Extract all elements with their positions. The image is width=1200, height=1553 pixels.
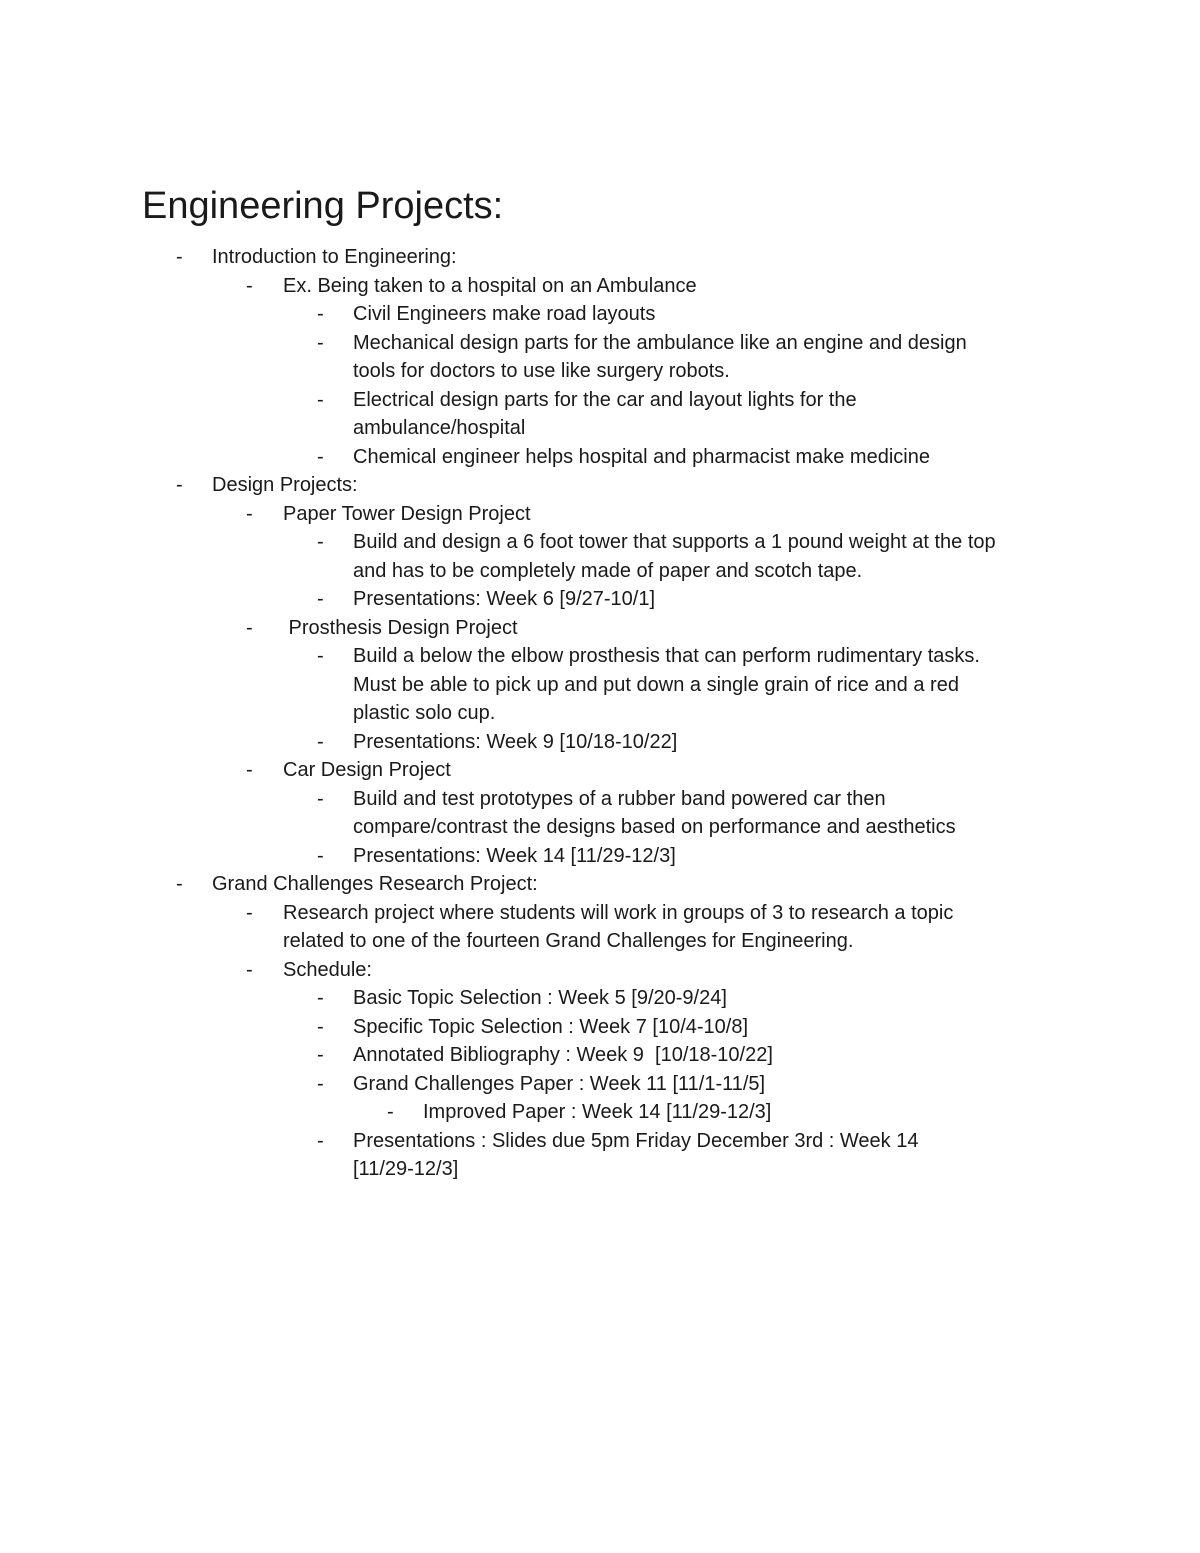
list-item-text: Mechanical design parts for the ambulance like an engine and design: [353, 331, 967, 354]
list-item-text: Car Design Project: [283, 759, 451, 781]
list-item: [0, 614, 1200, 643]
list-item-text: Introduction to Engineering:: [212, 246, 457, 268]
list-item: [0, 585, 1200, 614]
list-item: [0, 443, 1200, 472]
list-item-text: Basic Topic Selection : Week 5 [9/20-9/24]: [353, 987, 727, 1009]
bullet-dash: -: [317, 844, 324, 867]
bullet-dash: -: [317, 331, 324, 354]
bullet-dash: -: [317, 388, 324, 411]
bullet-dash: -: [176, 474, 183, 496]
list-item-text: Must be able to pick up and put down a single grain of rice and a red: [353, 673, 959, 696]
bullet-dash: -: [317, 1129, 324, 1152]
list-item: [0, 1127, 1200, 1184]
list-item: [0, 842, 1200, 871]
bullet-dash: -: [176, 873, 183, 895]
list-item: [0, 329, 1200, 386]
list-item-text: compare/contrast the designs based on performance and aesthetics: [353, 816, 956, 838]
list-item: [0, 642, 1200, 728]
list-item-text: Presentations : Slides due 5pm Friday December 3rd : Week 14: [353, 1129, 919, 1152]
bullet-dash: -: [246, 274, 253, 297]
bullet-dash: -: [317, 645, 324, 667]
bullet-dash: -: [317, 787, 324, 810]
list-item-text: Specific Topic Selection : Week 7 [10/4-10/8]: [353, 1015, 749, 1038]
list-item: [0, 500, 1200, 529]
bullet-dash: -: [317, 987, 324, 1009]
list-item-text: Civil Engineers make road layouts: [353, 303, 656, 325]
list-item: [0, 386, 1200, 443]
bullet-dash: -: [176, 246, 183, 268]
bullet-dash: -: [246, 958, 253, 981]
list-item-text: Presentations: Week 9 [10/18-10/22]: [353, 730, 678, 753]
list-item: [0, 1098, 1200, 1127]
list-item-text: related to one of the fourteen Grand Challenges for Engineering.: [283, 930, 854, 952]
bullet-dash: -: [317, 531, 324, 553]
bullet-dash: -: [317, 730, 324, 753]
list-item: [0, 870, 1200, 899]
list-item-text: plastic solo cup.: [353, 702, 496, 724]
list-item-text: Annotated Bibliography : Week 9 [10/18-10/22]: [353, 1044, 773, 1066]
list-item: [0, 272, 1200, 301]
list-item-text: Schedule:: [283, 958, 372, 981]
list-item: [0, 300, 1200, 329]
list-item-text: Improved Paper : Week 14 [11/29-12/3]: [423, 1101, 772, 1123]
list-item: [0, 956, 1200, 985]
bullet-dash: -: [246, 502, 253, 525]
list-item-text: Presentations: Week 6 [9/27-10/1]: [353, 588, 656, 610]
list-item-text: Ex. Being taken to a hospital on an Ambulance: [283, 274, 697, 297]
list-item-text: Electrical design parts for the car and layout lights for the: [353, 388, 857, 411]
list-item-text: ambulance/hospital: [353, 417, 526, 439]
list-item-text: Build a below the elbow prosthesis that can perform rudimentary tasks.: [353, 645, 980, 667]
bullet-dash: -: [317, 445, 324, 468]
list-item-text: Prosthesis Design Project: [283, 616, 518, 639]
bullet-dash: -: [246, 616, 253, 639]
list-item-text: Research project where students will work in groups of 3 to research a topic: [283, 901, 954, 924]
list-item-text: tools for doctors to use like surgery robots.: [353, 360, 730, 382]
list-item-text: Build and test prototypes of a rubber band powered car then: [353, 787, 886, 810]
bullet-dash: -: [317, 1072, 324, 1095]
list-item-text: Build and design a 6 foot tower that supports a 1 pound weight at the top: [353, 531, 996, 553]
list-item: [0, 1041, 1200, 1070]
list-item: [0, 528, 1200, 585]
bullet-dash: -: [317, 588, 324, 610]
list-item: [0, 1070, 1200, 1099]
list-item-text: Grand Challenges Research Project:: [212, 873, 538, 895]
bullet-dash: -: [317, 1015, 324, 1038]
list-item-text: Chemical engineer helps hospital and pharmacist make medicine: [353, 445, 930, 468]
bullet-dash: -: [246, 901, 253, 924]
list-item: [0, 756, 1200, 785]
list-item-text: [11/29-12/3]: [353, 1158, 459, 1180]
list-item-text: Paper Tower Design Project: [283, 502, 531, 525]
bullet-dash: -: [317, 1044, 324, 1066]
list-item: [0, 785, 1200, 842]
list-item: [0, 984, 1200, 1013]
list-item: [0, 728, 1200, 757]
list-item: [0, 471, 1200, 500]
bullet-dash: -: [387, 1101, 394, 1123]
bullet-dash: -: [317, 303, 324, 325]
list-item: [0, 1013, 1200, 1042]
list-item: [0, 899, 1200, 956]
list-item: [0, 243, 1200, 272]
list-item-text: Grand Challenges Paper : Week 11 [11/1-11/5]: [353, 1072, 766, 1095]
list-item-text: Presentations: Week 14 [11/29-12/3]: [353, 844, 676, 867]
list-item-text: Design Projects:: [212, 474, 358, 496]
bullet-dash: -: [246, 759, 253, 781]
list-item-text: and has to be completely made of paper and scotch tape.: [353, 559, 863, 582]
page-title: Engineering Projects:: [142, 185, 504, 227]
